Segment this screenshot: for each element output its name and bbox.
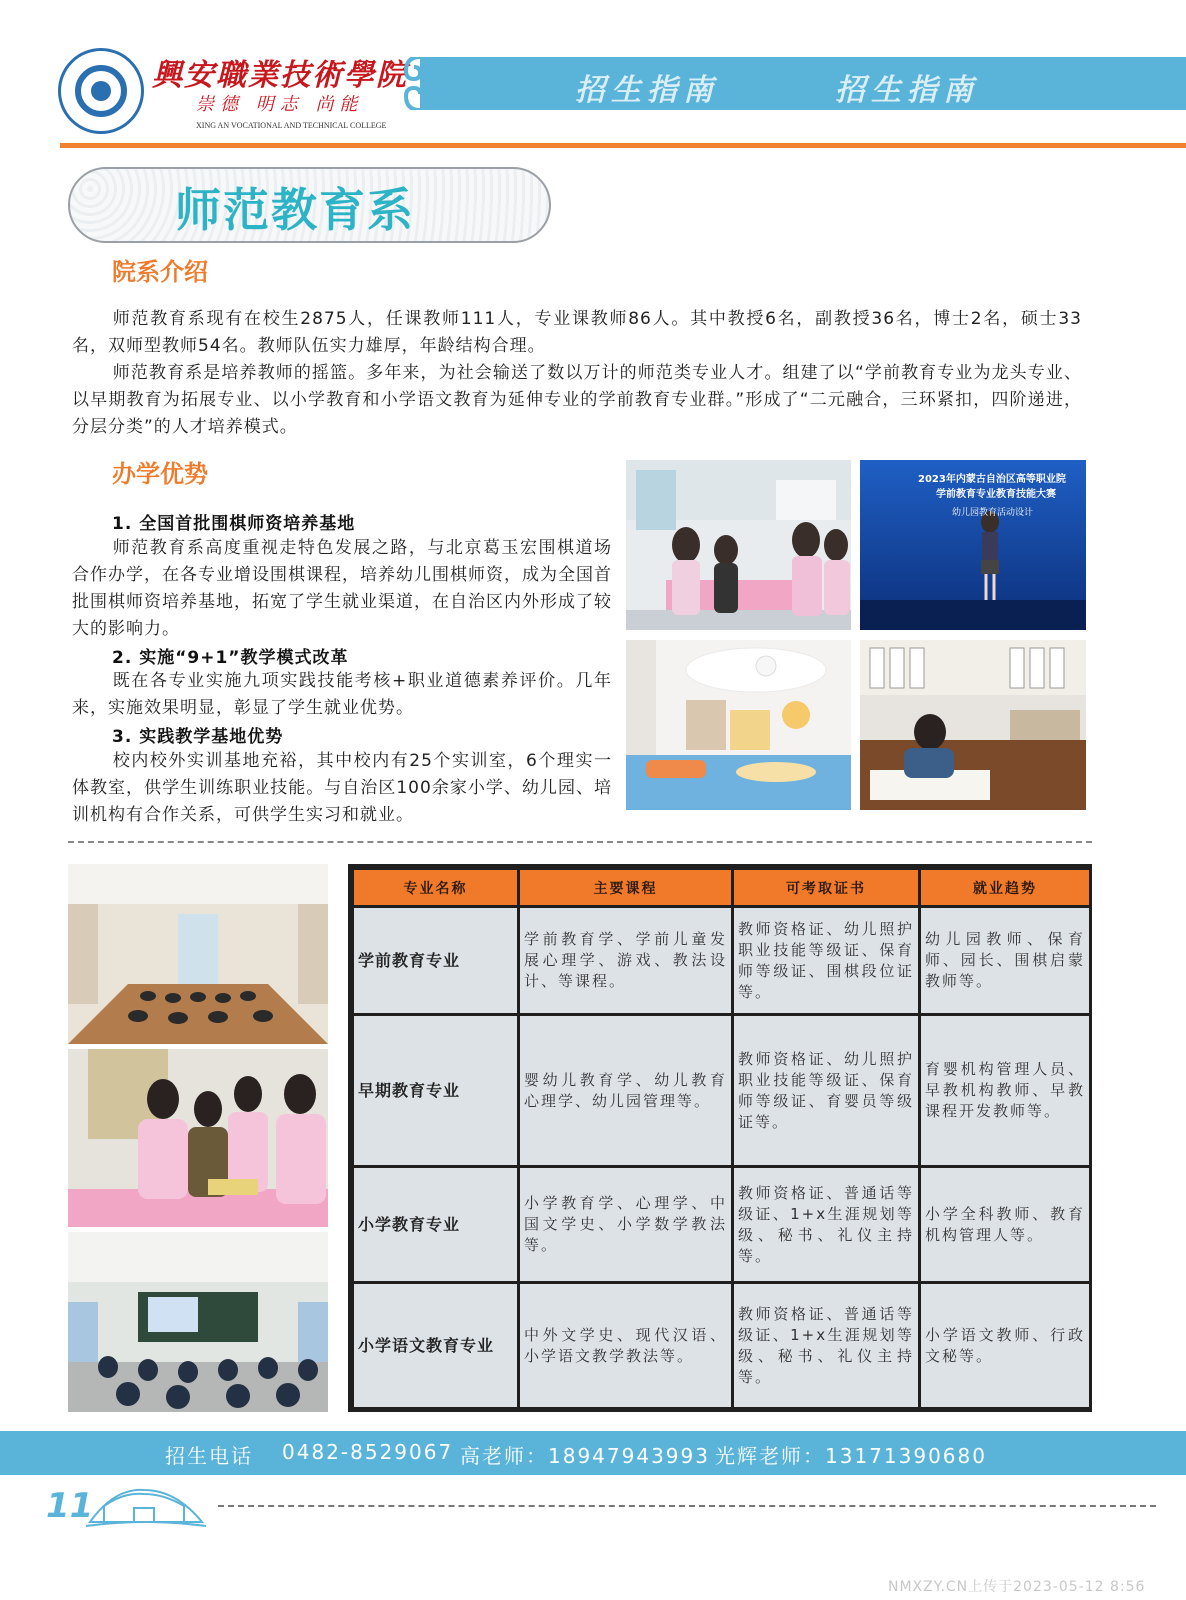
footer-divider <box>218 1505 1156 1507</box>
advantage-2-text: 既在各专业实施九项实践技能考核+职业道德素养评价。几年来，实施效果明显，彰显了学生就业优势。 <box>72 671 612 718</box>
college-name: 興安職業技術學院 <box>152 58 408 93</box>
college-logo <box>58 48 144 134</box>
courses-cell: 学前教育学、学前儿童发展心理学、游戏、教法设计、等课程。 <box>519 907 733 1015</box>
contact-teacher-2: 光辉老师：13171390680 <box>715 1444 987 1468</box>
header-major: 专业名称 <box>353 869 519 907</box>
careers-cell: 幼儿园教师、保育师、园长、围棋启蒙教师等。 <box>920 907 1091 1015</box>
header-certificates: 可考取证书 <box>733 869 920 907</box>
photo-skills-competition-stage <box>860 460 1086 630</box>
contact-teacher-1: 高老师：18947943993 <box>460 1444 710 1468</box>
major-name: 学前教育专业 <box>353 907 519 1015</box>
page-number: 11 <box>46 1486 94 1526</box>
photo-classroom-activity <box>626 460 851 630</box>
banner-label-1: 招生指南 <box>575 73 719 108</box>
major-name: 早期教育专业 <box>353 1015 519 1167</box>
photo-training-room-rendering <box>626 640 851 810</box>
college-english-name: XING AN VOCATIONAL AND TECHNICAL COLLEGE <box>196 121 387 130</box>
table-header-row <box>353 869 1091 907</box>
contact-bar <box>0 1431 1186 1475</box>
intro-heading: 院系介绍 <box>112 258 208 286</box>
stage-banner-line-1: 2023年内蒙古自治区高等职业院 <box>918 474 1066 485</box>
certificates-cell: 教师资格证、幼儿照护职业技能等级证、保育师等级证、育婴员等级证等。 <box>733 1015 920 1167</box>
intro-paragraph-1: 师范教育系现有在校生2875人，任课教师111人，专业课教师86人。其中教授6名，副教授36名，博士2名，硕士33名，双师型教师54名。教师队伍实力雄厚，年龄结构合理。 <box>72 309 1082 356</box>
photo-craft-practice <box>68 1049 328 1227</box>
certificates-cell: 教师资格证、普通话等级证、1+x生涯规划等级、秘书、礼仪主持等。 <box>733 1167 920 1283</box>
courses-cell: 小学教育学、心理学、中国文学史、小学数学教法等。 <box>519 1167 733 1283</box>
advantages-heading: 办学优势 <box>112 460 208 488</box>
photo-classroom-lecture <box>68 1232 328 1412</box>
photo-calligraphy-class <box>860 640 1086 810</box>
table-row <box>353 1015 1091 1167</box>
major-name: 小学语文教育专业 <box>353 1283 519 1409</box>
header-careers: 就业趋势 <box>920 869 1091 907</box>
advantage-1-text: 师范教育系高度重视走特色发展之路，与北京葛玉宏围棋道场合作办学，在各专业增设围棋课程，培养幼儿围棋师资，成为全国首批围棋师资培养基地，拓宽了学生就业渠道，在自治区内外形成了较大的影响力。 <box>72 538 612 639</box>
photo-dance-hall <box>68 864 328 1044</box>
upload-watermark: NMXZY.CN上传于2023-05-12 8:56 <box>888 1579 1146 1595</box>
header-courses: 主要课程 <box>519 869 733 907</box>
certificates-cell: 教师资格证、幼儿照护职业技能等级证、保育师等级证、围棋段位证等。 <box>733 907 920 1015</box>
banner-label-2: 招生指南 <box>835 73 979 108</box>
section-divider <box>68 841 1092 843</box>
table-row <box>353 1283 1091 1409</box>
courses-cell: 婴幼儿教育学、幼儿教育心理学、幼儿园管理等。 <box>519 1015 733 1167</box>
certificates-cell: 教师资格证、普通话等级证、1+x生涯规划等级、秘书、礼仪主持等。 <box>733 1283 920 1409</box>
advantage-3-text: 校内校外实训基地充裕，其中校内有25个实训室，6个理实一体教室，供学生训练职业技能。与自治区100余家小学、幼儿园、培训机构有合作关系，可供学生实习和就业。 <box>72 751 612 825</box>
careers-cell: 小学语文教师、行政文秘等。 <box>920 1283 1091 1409</box>
careers-cell: 育婴机构管理人员、早教机构教师、早教课程开发教师等。 <box>920 1015 1091 1167</box>
stage-banner-line-3: 幼儿园教育活动设计 <box>952 508 1034 518</box>
header-divider <box>60 143 1186 148</box>
courses-cell: 中外文学史、现代汉语、小学语文教学教法等。 <box>519 1283 733 1409</box>
page-header <box>0 0 1186 150</box>
department-title: 师范教育系 <box>175 183 415 237</box>
table-row <box>353 1167 1091 1283</box>
advantage-2-title: 2. 实施“9+1”教学模式改革 <box>112 648 349 668</box>
table-row <box>353 907 1091 1015</box>
advantage-1-title: 1. 全国首批围棋师资培养基地 <box>112 514 356 534</box>
header-banner <box>420 57 1186 110</box>
phone-label: 招生电话 <box>165 1444 253 1468</box>
advantage-3-title: 3. 实践教学基地优势 <box>112 727 284 747</box>
yurt-ornament-icon <box>84 1482 208 1528</box>
majors-table <box>348 864 1092 1412</box>
college-motto: 崇德 明志 尚能 <box>196 94 364 115</box>
phone-number: 0482-8529067 <box>282 1440 454 1464</box>
careers-cell: 小学全科教师、教育机构管理人等。 <box>920 1167 1091 1283</box>
stage-banner-line-2: 学前教育专业教育技能大赛 <box>936 489 1056 500</box>
major-name: 小学教育专业 <box>353 1167 519 1283</box>
intro-paragraph-2: 师范教育系是培养教师的摇篮。多年来，为社会输送了数以万计的师范类专业人才。组建了以“学前教育专业为龙头专业、以早期教育为拓展专业、以小学教育和小学语文教育为延伸专业的学前教育专业群。”形成了“二元融合，三环紧扣，四阶递进，分层分类”的人才培养模式。 <box>72 363 1082 437</box>
